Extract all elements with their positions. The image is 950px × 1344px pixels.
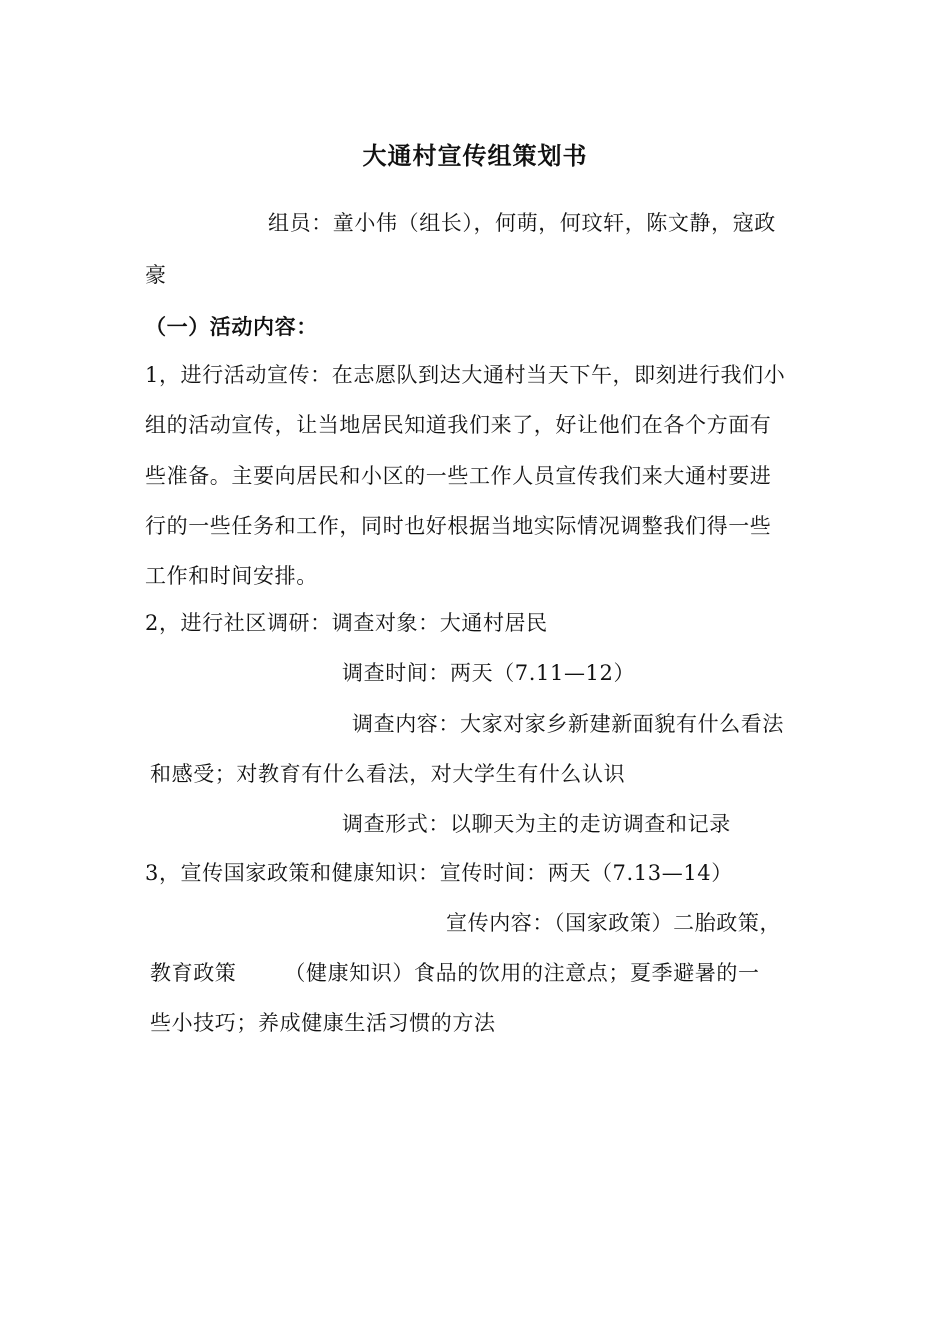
item3-heading: 3，宣传国家政策和健康知识：宣传时间：两天（7.13—14） bbox=[145, 861, 733, 885]
publicity-content-line-3: 些小技巧；养成健康生活习惯的方法 bbox=[150, 1011, 496, 1035]
item1-line: 1，进行活动宣传：在志愿队到达大通村当天下午，即刻进行我们小 bbox=[145, 363, 786, 387]
section-heading-activity-content: （一）活动内容： bbox=[145, 315, 318, 339]
item1-line: 工作和时间安排。 bbox=[145, 564, 318, 588]
survey-time: 调查时间：两天（7.11—12） bbox=[342, 661, 636, 685]
item1-line: 些准备。主要向居民和小区的一些工作人员宣传我们来大通村要进 bbox=[145, 464, 772, 488]
members-line-1: 组员：童小伟（组长），何萌，何玟轩，陈文静，寇政 bbox=[268, 211, 776, 235]
document-title: 大通村宣传组策划书 bbox=[362, 142, 588, 170]
publicity-content-line-2 bbox=[150, 958, 760, 988]
item2-heading: 2，进行社区调研：调查对象：大通村居民 bbox=[145, 611, 548, 635]
members-line-2: 豪 bbox=[145, 263, 167, 287]
publicity-policy-text: 教育政策 bbox=[150, 961, 237, 985]
survey-form: 调查形式：以聊天为主的走访调查和记录 bbox=[342, 812, 731, 836]
publicity-health-text: （健康知识）食品的饮用的注意点；夏季避暑的一 bbox=[284, 961, 760, 985]
publicity-content-line-1: 宣传内容：（国家政策）二胎政策， bbox=[446, 911, 782, 935]
item1-line: 行的一些任务和工作，同时也好根据当地实际情况调整我们得一些 bbox=[145, 514, 772, 538]
survey-content-line-2: 和感受；对教育有什么看法，对大学生有什么认识 bbox=[150, 762, 626, 786]
item1-line: 组的活动宣传，让当地居民知道我们来了，好让他们在各个方面有 bbox=[145, 413, 772, 437]
survey-content-line-1: 调查内容：大家对家乡新建新面貌有什么看法 bbox=[352, 712, 784, 736]
